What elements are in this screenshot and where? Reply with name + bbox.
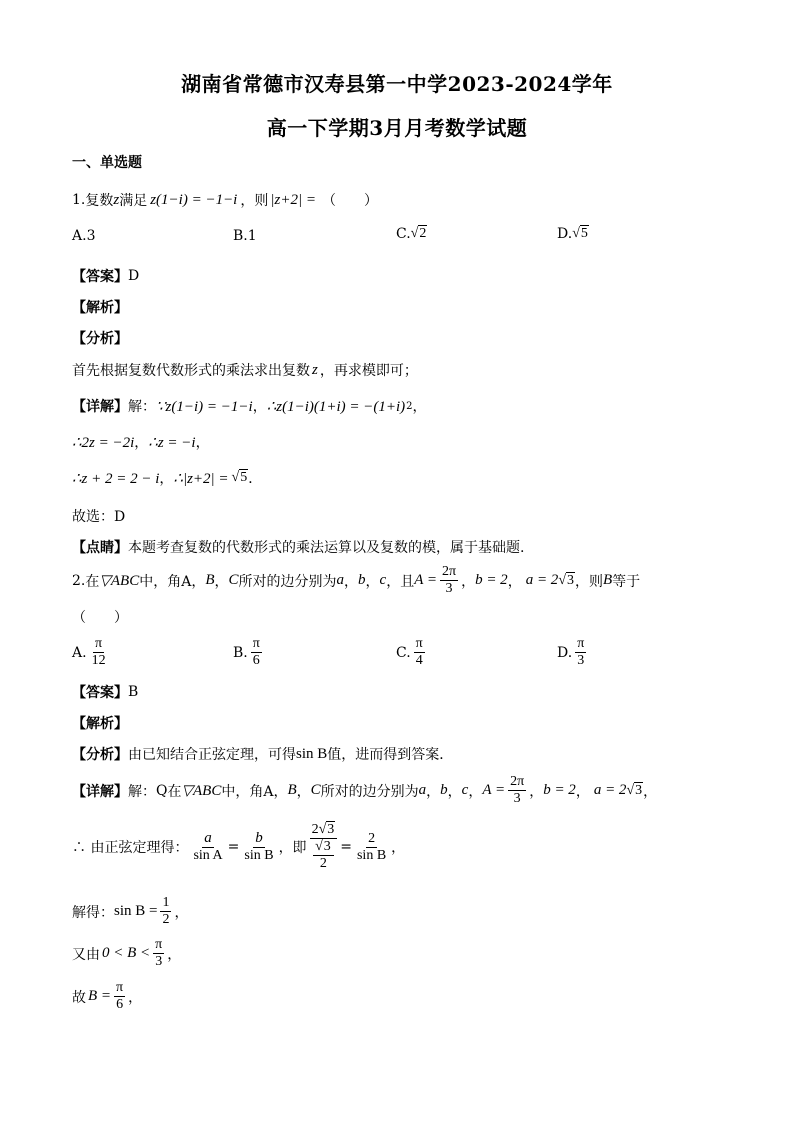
analysis-tag: 【解析】 — [72, 716, 128, 732]
detail-line-2: ∴2z = −2i ， ∴z = −i ， — [72, 434, 210, 451]
option-d: D. √5 — [557, 226, 588, 242]
sine-law-line: ∴ 由正弦定理得： $\frac{a}{\text{sin A}}$ = $\frac{b}{\text{sin B}}$ ，即 $\frac{2√3}{\frac{√3}{2}}$ = $\frac{2}{\text{sin B}}$ ， — [72, 822, 406, 872]
option-a: A. $\frac{\pi}{12}$ — [72, 636, 106, 669]
option-c: C. $\frac{\pi}{4}$ — [396, 636, 423, 669]
detail-line-3: ∴z + 2 = 2 − i ， ∴|z+2| = √5 ． — [72, 470, 263, 487]
compound-fraction: $\frac{2√3}{\frac{√3}{2}}$ — [310, 822, 338, 872]
solve-line: 解得： sin B = $\frac{1}{2}$ ， — [72, 895, 189, 928]
option-d: D. $\frac{\pi}{3}$ — [557, 636, 585, 669]
option-b: B. $\frac{\pi}{6}$ — [233, 636, 260, 669]
fraction: $\frac{2\pi}{3}$ — [441, 564, 457, 597]
question-number: 2. — [72, 572, 86, 589]
question-2-stem: 2. 在 ▽ABC 中，角A， B ， C 所对的边分别为 a ， b ， c ，且 A = $\frac{2\pi}{3}$ ， b = 2 ， a = 2 √3 ，则 B 等于 — [72, 564, 641, 597]
document-title-line2: 高一下学期3月月考数学试题 — [266, 116, 528, 140]
fenxi-text: 首先根据复数代数形式的乘法求出复数 z ，再求模即可； — [72, 361, 418, 379]
detail-line-1: 【详解】 解： Q 在 ▽ABC 中，角A， B ， C 所对的边分别为 a ， b ， c ， A = $\frac{2\pi}{3}$ ， b = 2 ， a = 2 √3 ， — [72, 774, 658, 807]
choose-line: 故选：D — [72, 509, 126, 525]
section-heading-single-choice: 一、单选题 — [72, 155, 142, 171]
sqrt-expression: √5 — [572, 226, 588, 241]
answer-line: 【答案】 B — [72, 684, 139, 701]
option-b: B. 1 — [233, 228, 257, 244]
question-1-stem: 1. 复数 z 满足 z(1−i) = −1−i ，则 |z+2| = （ ） — [72, 191, 378, 209]
question-2-paren: （ ） — [72, 610, 128, 626]
option-a: A. 3 — [72, 228, 96, 244]
sqrt-expression: √2 — [410, 226, 427, 241]
math-equation: z(1−i) = −1−i — [150, 191, 238, 208]
fenxi-tag: 【分析】 — [72, 331, 128, 347]
option-c: C. √2 — [396, 226, 427, 242]
fenxi-line: 【分析】 由已知结合正弦定理，可得 sin B 值，进而得到答案． — [72, 745, 454, 763]
math-abs: |z+2| = — [270, 191, 316, 208]
document-title-line1: 湖南省常德市汉寿县第一中学2023-2024学年 — [181, 72, 613, 96]
comment-line: 【点睛】 本题考查复数的代数形式的乘法运算以及复数的模，属于基础题. — [72, 540, 525, 556]
analysis-tag: 【解析】 — [72, 300, 128, 316]
detail-line-1: 【详解】 解： ∵z(1−i) = −1−i ， ∴z(1−i)(1+i) = −(1+i) 2 ， — [72, 398, 427, 415]
answer-line: 【答案】 D — [72, 268, 140, 285]
final-line: 故 B = $\frac{\pi}{6}$ ， — [72, 980, 143, 1013]
range-line: 又由 0 < B < $\frac{\pi}{3}$ ， — [72, 937, 182, 970]
question-number: 1. — [72, 192, 86, 208]
